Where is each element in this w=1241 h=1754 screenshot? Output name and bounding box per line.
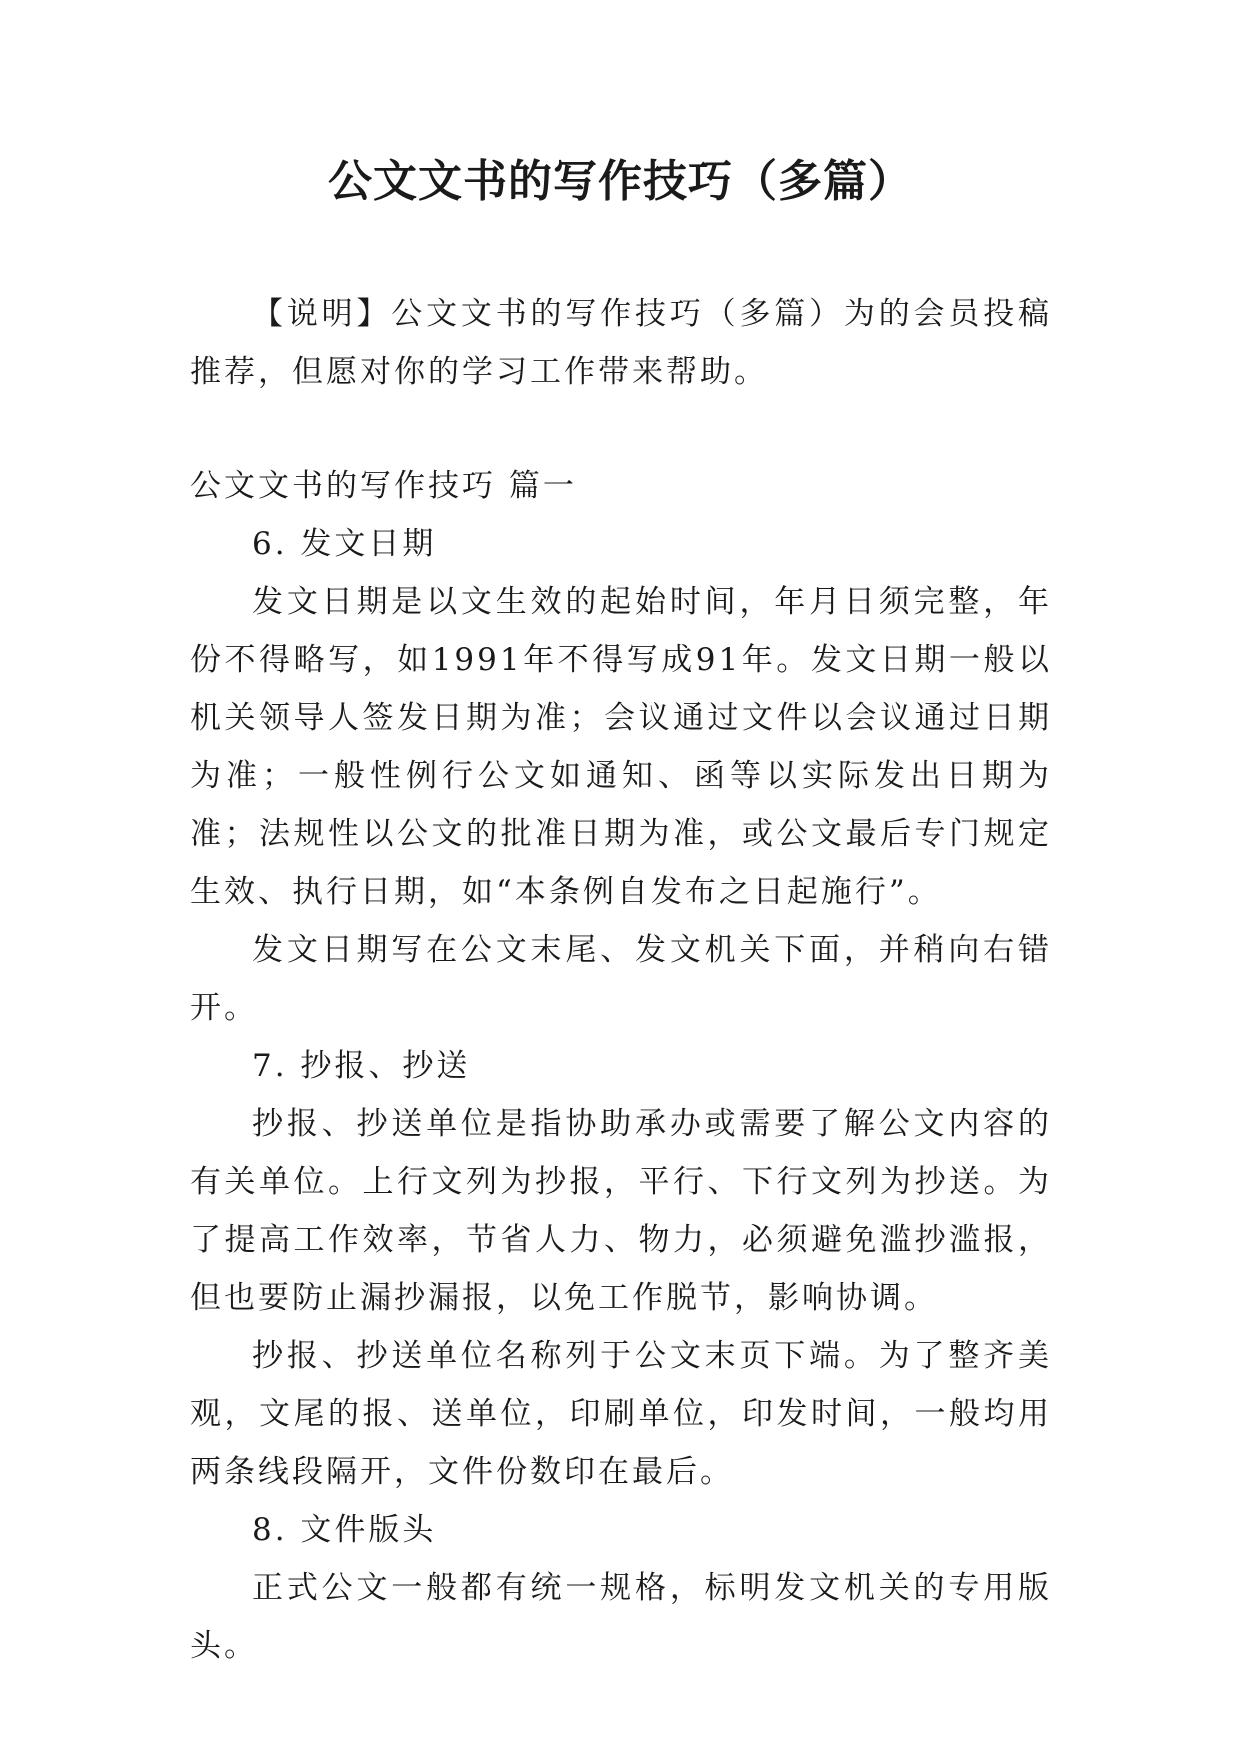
body-paragraph: 正式公文一般都有统一规格，标明发文机关的专用版头。	[190, 1570, 1052, 1664]
item-heading-7: 7. 抄报、抄送	[252, 1048, 471, 1084]
document-title: 公文文书的写作技巧（多篇）	[328, 156, 913, 207]
body-paragraph: 抄报、抄送单位是指协助承办或需要了解公文内容的有关单位。上行文列为抄报，平行、下行文列为抄送。为了提高工作效率，节省人力、物力，必须避免滥抄滥报，但也要防止漏抄漏报，以免工作脱节，影响协调。	[190, 1106, 1052, 1316]
section-title: 公文文书的写作技巧 篇一	[190, 468, 577, 504]
section-spacer	[190, 401, 1052, 457]
document-body	[190, 285, 1052, 1675]
intro-paragraph: 【说明】公文文书的写作技巧（多篇）为的会员投稿推荐，但愿对你的学习工作带来帮助。	[190, 296, 1052, 390]
body-paragraph: 抄报、抄送单位名称列于公文末页下端。为了整齐美观，文尾的报、送单位，印刷单位，印发时间，一般均用两条线段隔开，文件份数印在最后。	[190, 1338, 1052, 1490]
body-paragraph: 发文日期是以文生效的起始时间，年月日须完整，年份不得略写，如1991年不得写成91年。发文日期一般以机关领导人签发日期为准；会议通过文件以会议通过日期为准；一般性例行公文如通知、函等以实际发出日期为准；法规性以公文的批准日期为准，或公文最后专门规定生效、执行日期，如“本条例自发布之日起施行”。	[190, 584, 1052, 910]
item-heading-6: 6. 发文日期	[252, 526, 437, 562]
item-heading-8: 8. 文件版头	[252, 1512, 437, 1548]
body-paragraph: 发文日期写在公文末尾、发文机关下面，并稍向右错开。	[190, 932, 1052, 1026]
